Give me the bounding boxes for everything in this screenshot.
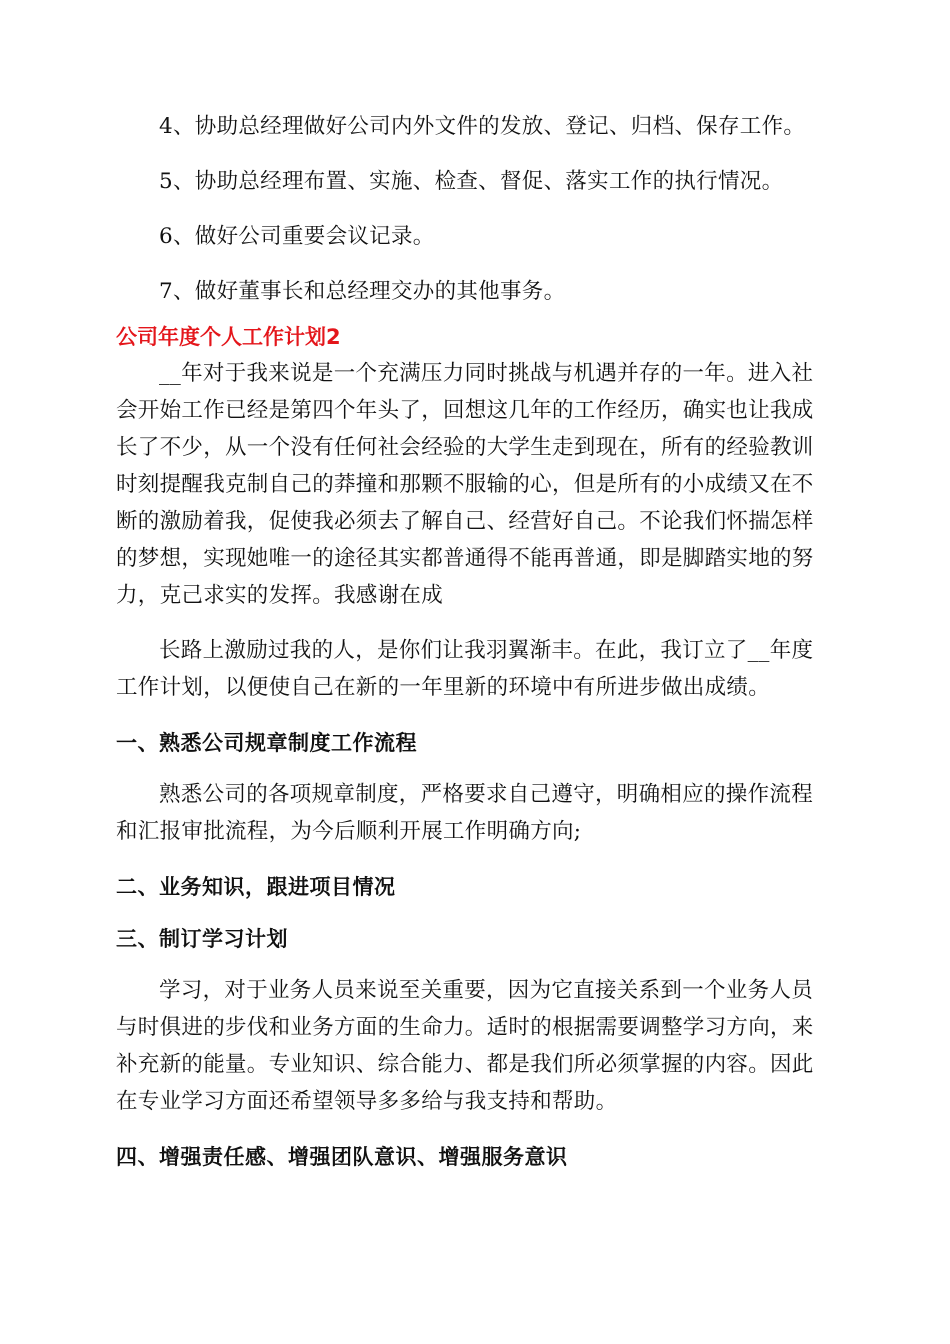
document-page bbox=[116, 108, 832, 1172]
study-paragraph: 学习，对于业务人员来说至关重要，因为它直接关系到一个业务人员与时俱进的步伐和业务方面的生命力。适时的根据需要调整学习方向，来补充新的能量。专业知识、综合能力、都是我们所必须掌握的内容。因此在专业学习方面还希望领导多多给与我支持和帮助。 bbox=[116, 978, 814, 1114]
heading-business: 二、业务知识，跟进项目情况 bbox=[116, 875, 396, 899]
list-item-4: 4、协助总经理做好公司内外文件的发放、登记、归档、保存工作。 bbox=[159, 114, 806, 139]
heading-responsibility: 四、增强责任感、增强团队意识、增强服务意识 bbox=[116, 1145, 568, 1169]
list-item-6: 6、做好公司重要会议记录。 bbox=[159, 224, 435, 249]
heading-study: 三、制订学习计划 bbox=[116, 927, 288, 951]
intro-paragraph-continued: 长路上激励过我的人，是你们让我羽翼渐丰。在此，我订立了__年度工作计划，以便使自己在新的一年里新的环境中有所进步做出成绩。 bbox=[116, 638, 814, 700]
section-title: 公司年度个人工作计划2 bbox=[116, 325, 341, 349]
intro-paragraph: __年对于我来说是一个充满压力同时挑战与机遇并存的一年。进入社会开始工作已经是第四个年头了，回想这几年的工作经历，确实也让我成长了不少，从一个没有任何社会经验的大学生走到现在，所有的经验教训时刻提醒我克制自己的莽撞和那颗不服输的心，但是所有的小成绩又在不断的激励着我，促使我必须去了解自己、经营好自己。不论我们怀揣怎样的梦想，实现她唯一的途径其实都普通得不能再普通，即是脚踏实地的努力，克己求实的发挥。我感谢在成 bbox=[116, 361, 814, 608]
rules-paragraph: 熟悉公司的各项规章制度，严格要求自己遵守，明确相应的操作流程和汇报审批流程，为今后顺利开展工作明确方向; bbox=[116, 782, 814, 844]
list-item-7: 7、做好董事长和总经理交办的其他事务。 bbox=[159, 279, 566, 304]
list-item-5: 5、协助总经理布置、实施、检查、督促、落实工作的执行情况。 bbox=[159, 169, 784, 194]
heading-rules: 一、熟悉公司规章制度工作流程 bbox=[116, 731, 417, 755]
